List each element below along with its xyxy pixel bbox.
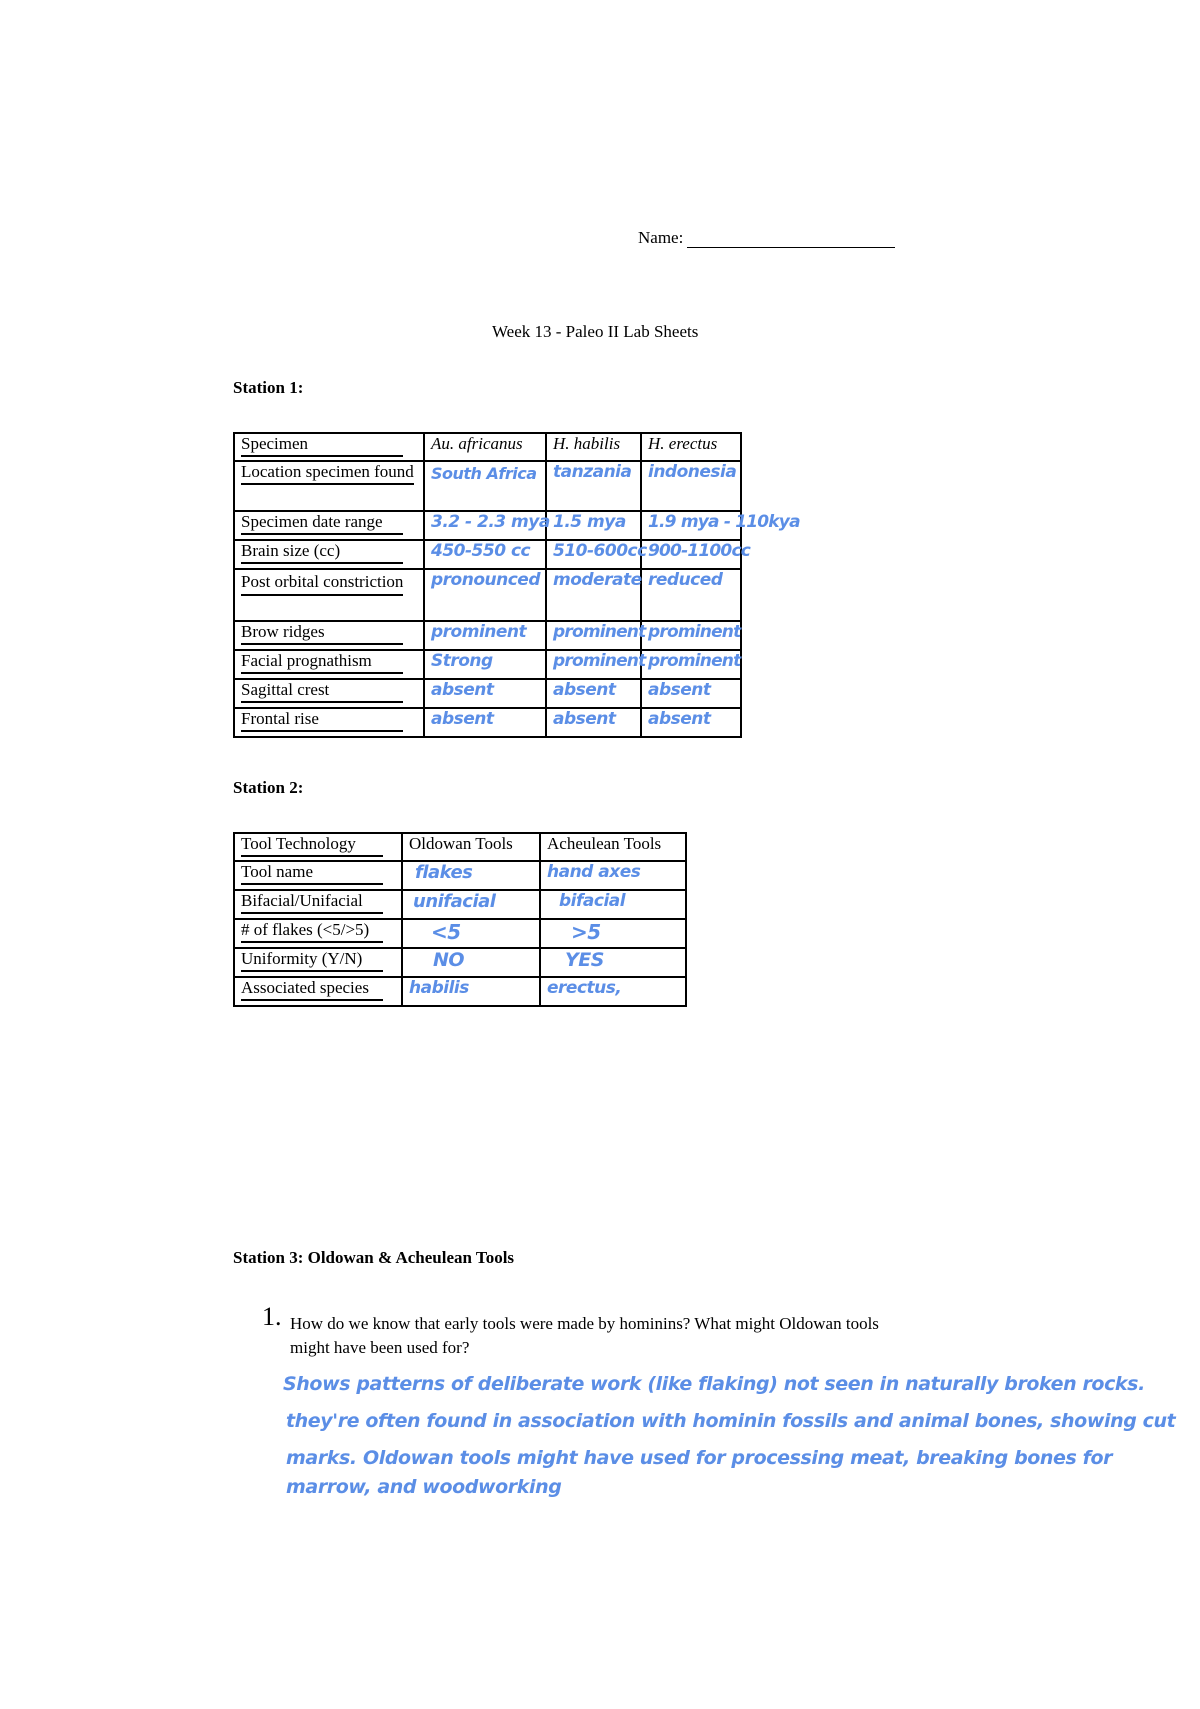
question-1-line1: How do we know that early tools were made by hominins? What might Oldowan tools [290, 1314, 879, 1333]
answer-cell[interactable]: indonesia [641, 461, 741, 511]
answer-cell[interactable]: prominent [641, 621, 741, 650]
table-row [234, 569, 741, 621]
answer-cell[interactable]: South Africa [424, 461, 546, 511]
row-label: Post orbital constriction [234, 569, 424, 621]
table-row [234, 977, 686, 1006]
station2-heading: Station 2: [233, 778, 304, 797]
answer-cell[interactable]: absent [546, 708, 641, 737]
answer-cell[interactable]: reduced [641, 569, 741, 621]
answer-cell[interactable]: <5 [402, 919, 540, 948]
page-title: Week 13 - Paleo II Lab Sheets [492, 322, 699, 341]
name-field [638, 228, 895, 248]
answer-cell[interactable]: 3.2 - 2.3 mya [424, 511, 546, 540]
station2-table [233, 832, 687, 1007]
answer-cell[interactable]: habilis [402, 977, 540, 1006]
answer-cell[interactable]: flakes [402, 861, 540, 890]
answer-cell[interactable]: prominent [546, 621, 641, 650]
answer-cell[interactable]: 1.5 mya [546, 511, 641, 540]
answer-cell[interactable]: bifacial [540, 890, 686, 919]
station1-heading: Station 1: [233, 378, 304, 397]
answer-cell[interactable]: moderate [546, 569, 641, 621]
station1-table [233, 432, 800, 738]
header-cell: H. erectus [641, 433, 741, 461]
answer-cell[interactable]: pronounced [424, 569, 546, 621]
table-row [234, 650, 741, 679]
answer-line[interactable]: they're often found in association with hominin fossils and animal bones, showing cut [286, 1410, 1176, 1432]
answer-line[interactable]: marks. Oldowan tools might have used for processing meat, breaking bones for [286, 1447, 1113, 1469]
header-cell: Oldowan Tools [402, 833, 540, 861]
question-1 [262, 1302, 282, 1332]
header-cell: Specimen [234, 433, 424, 461]
question-1-line2: might have been used for? [290, 1338, 470, 1357]
answer-cell[interactable]: absent [641, 679, 741, 708]
table-row [234, 890, 686, 919]
row-label: Tool name [234, 861, 402, 890]
header-cell: H. habilis [546, 433, 641, 461]
row-label: Bifacial/Unifacial [234, 890, 402, 919]
station2-header-row [234, 833, 686, 861]
header-cell: Tool Technology [234, 833, 402, 861]
answer-line[interactable]: marrow, and woodworking [286, 1476, 562, 1498]
question-number: 1. [262, 1302, 282, 1331]
header-cell: Acheulean Tools [540, 833, 686, 861]
table-row [234, 679, 741, 708]
table-row [234, 948, 686, 977]
station1-header-row [234, 433, 741, 461]
answer-cell[interactable]: erectus, [540, 977, 686, 1006]
row-label: Associated species [234, 977, 402, 1006]
answer-cell[interactable]: >5 [540, 919, 686, 948]
row-label: Brow ridges [234, 621, 424, 650]
answer-cell[interactable]: 510-600cc [546, 540, 641, 569]
row-label: Specimen date range [234, 511, 424, 540]
table-row [234, 708, 741, 737]
answer-cell[interactable]: hand axes [540, 861, 686, 890]
answer-cell[interactable]: 450-550 cc [424, 540, 546, 569]
answer-cell[interactable]: tanzania [546, 461, 641, 511]
answer-cell[interactable]: Strong [424, 650, 546, 679]
answer-cell[interactable]: unifacial [402, 890, 540, 919]
answer-cell[interactable]: 1.9 mya - 110kya [641, 511, 741, 540]
answer-cell[interactable]: absent [424, 679, 546, 708]
table-row [234, 511, 741, 540]
name-blank-line[interactable] [687, 229, 895, 248]
answer-cell[interactable]: prominent [424, 621, 546, 650]
station3-heading: Station 3: Oldowan & Acheulean Tools [233, 1248, 515, 1267]
table-row [234, 861, 686, 890]
answer-cell[interactable]: absent [424, 708, 546, 737]
header-cell: Au. africanus [424, 433, 546, 461]
table-row [234, 461, 741, 511]
answer-cell[interactable]: 900-1100cc [641, 540, 741, 569]
table-row [234, 919, 686, 948]
row-label: Frontal rise [234, 708, 424, 737]
row-label: Uniformity (Y/N) [234, 948, 402, 977]
row-label: # of flakes (<5/>5) [234, 919, 402, 948]
answer-cell[interactable]: prominent [546, 650, 641, 679]
answer-line[interactable]: Shows patterns of deliberate work (like flaking) not seen in naturally broken rocks. [283, 1373, 1145, 1395]
answer-cell[interactable]: prominent [641, 650, 741, 679]
row-label: Facial prognathism [234, 650, 424, 679]
row-label: Brain size (cc) [234, 540, 424, 569]
name-label: Name: [638, 228, 684, 247]
answer-cell[interactable]: NO [402, 948, 540, 977]
row-label: Location specimen found [234, 461, 424, 511]
row-label: Sagittal crest [234, 679, 424, 708]
table-row [234, 540, 741, 569]
answer-cell[interactable]: absent [546, 679, 641, 708]
answer-cell[interactable]: absent [641, 708, 741, 737]
table-row [234, 621, 741, 650]
answer-cell[interactable]: YES [540, 948, 686, 977]
